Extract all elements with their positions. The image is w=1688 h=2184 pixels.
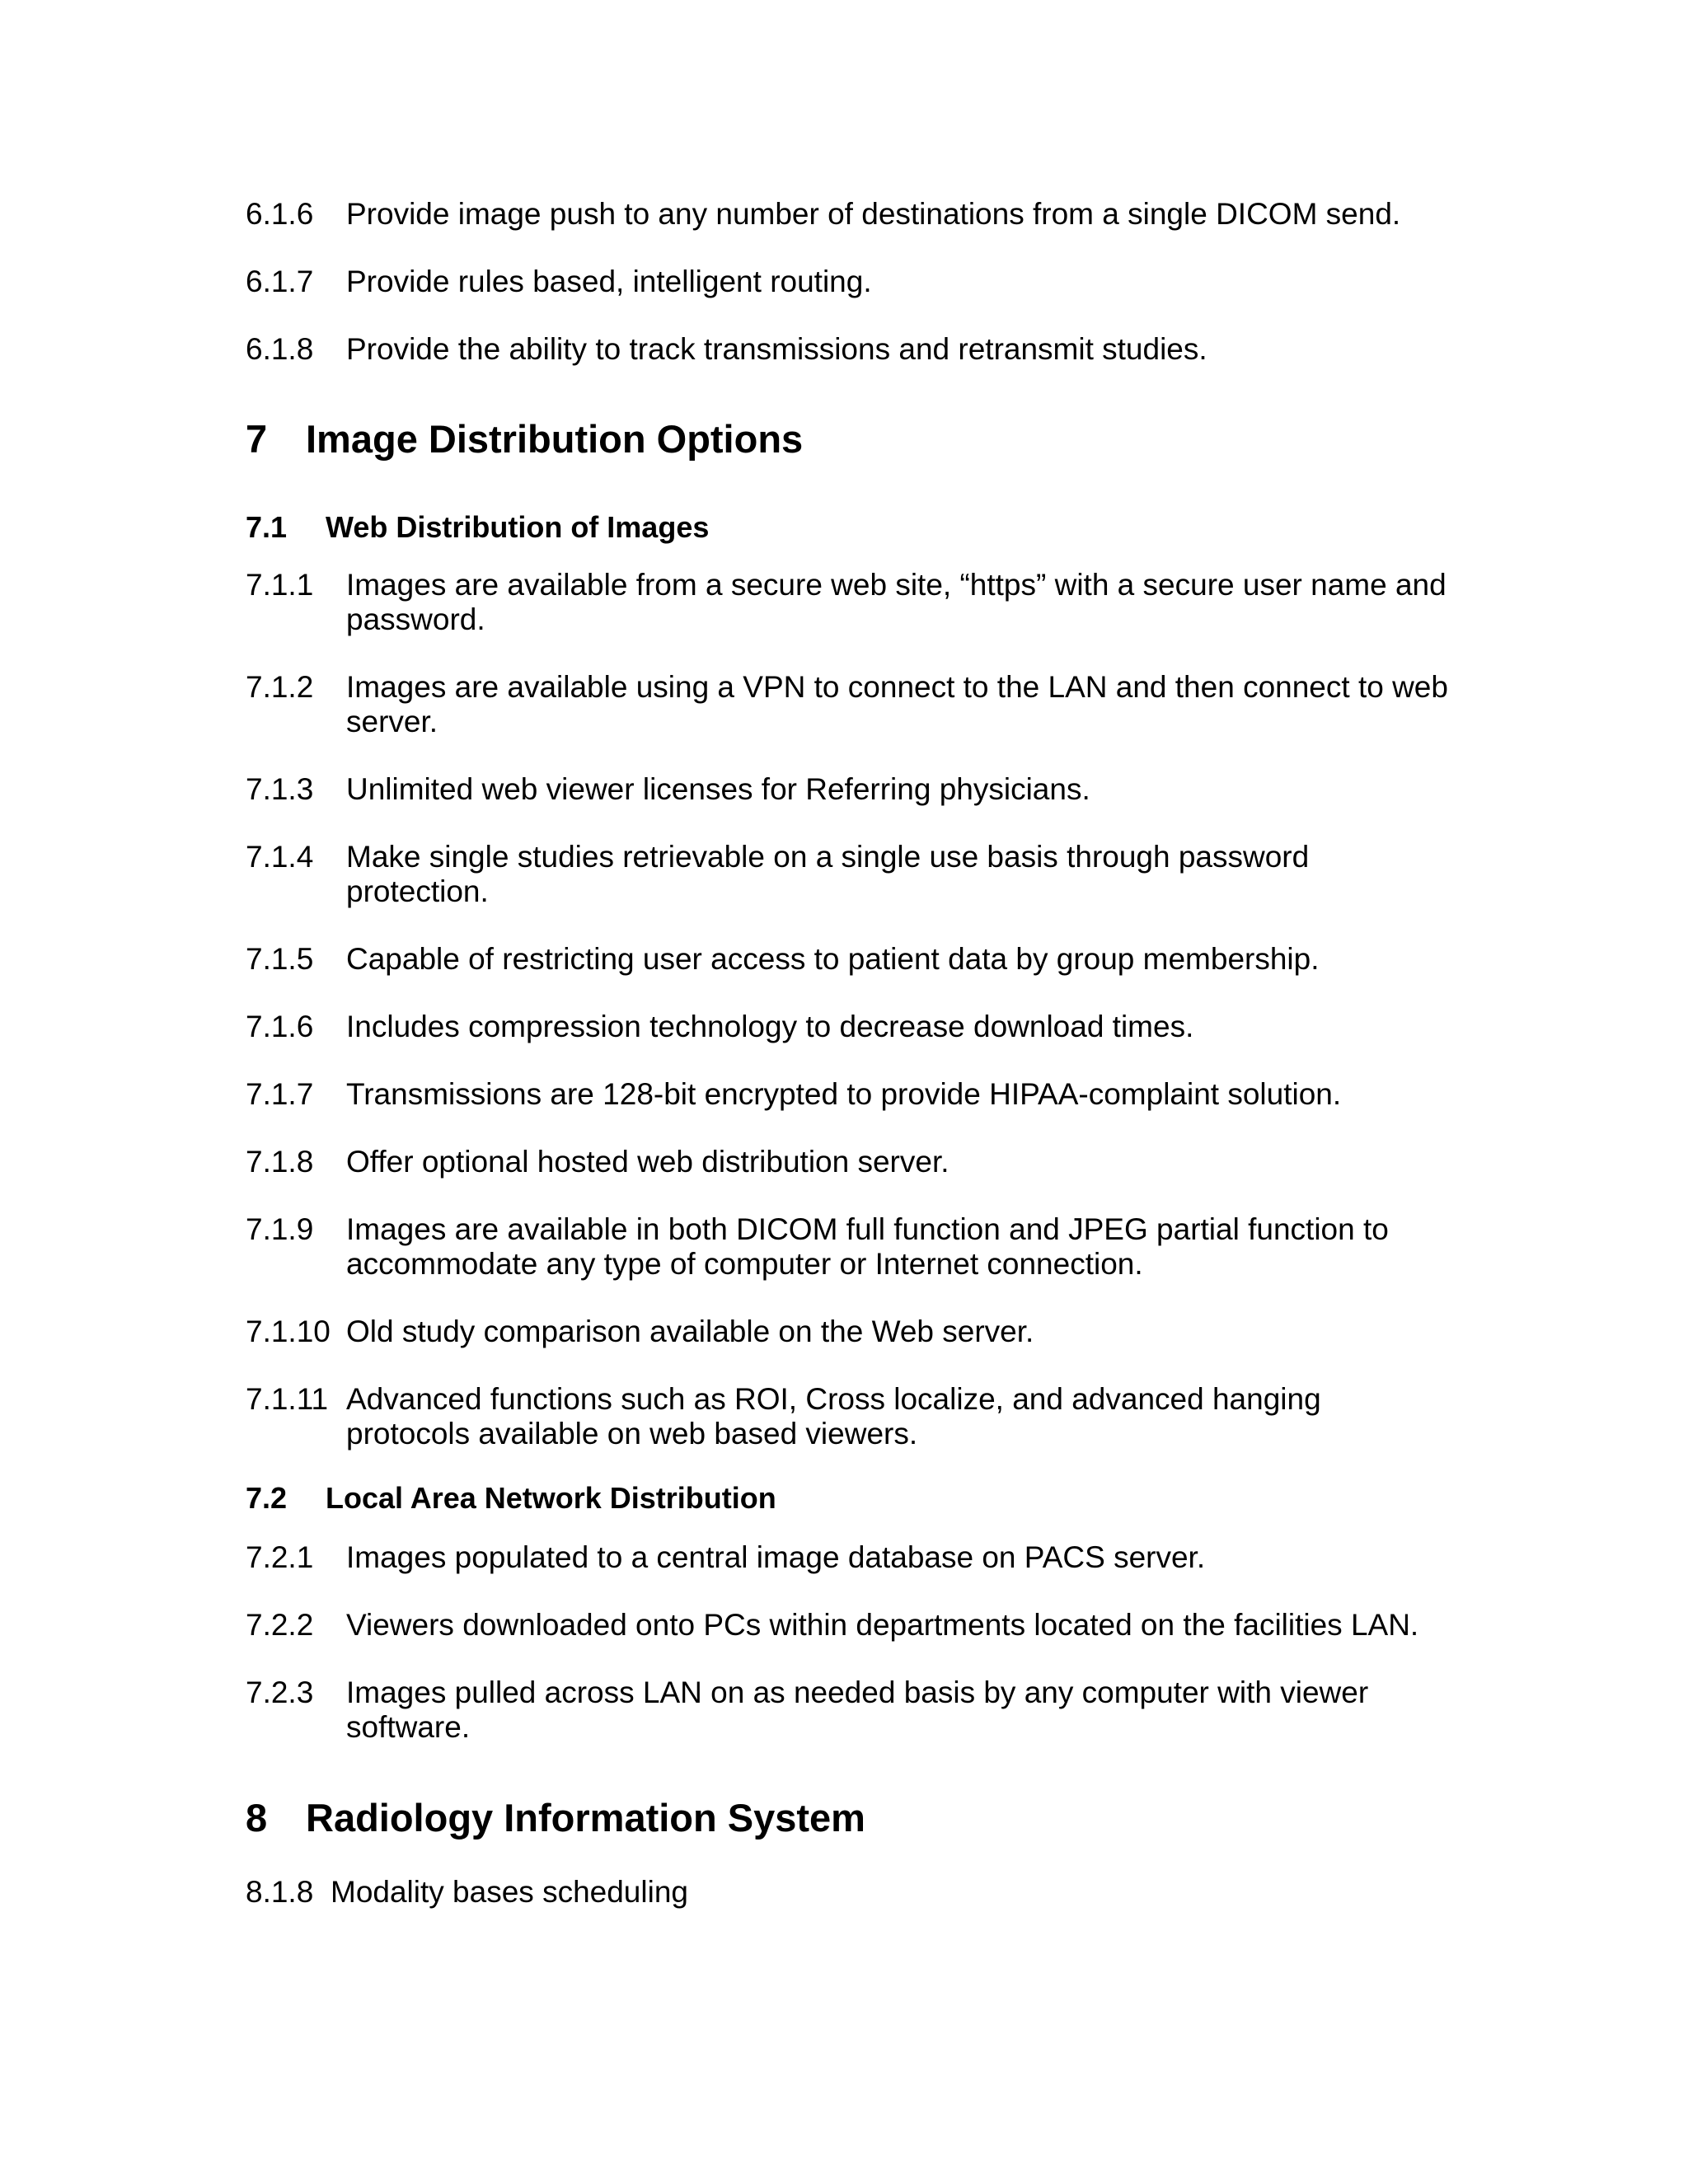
item-text: Old study comparison available on the Web server.	[346, 1315, 1034, 1348]
item-text: Make single studies retrievable on a single use basis through password protection.	[346, 840, 1310, 908]
item-number: 7.2.1	[246, 1540, 314, 1574]
item-number: 6.1.7	[246, 265, 314, 298]
list-item-7-1-6	[246, 1010, 1449, 1044]
subsection-number: 7.1	[246, 510, 288, 544]
item-number: 8.1.8	[246, 1875, 314, 1909]
item-number: 7.1.6	[246, 1010, 314, 1043]
item-number: 7.1.9	[246, 1212, 314, 1246]
list-item-7-1-4	[246, 840, 1449, 909]
item-number: 7.1.2	[246, 670, 314, 704]
list-item-7-1-9	[246, 1212, 1449, 1282]
subsection-title: Web Distribution of Images	[326, 510, 710, 544]
list-item-7-1-10	[246, 1315, 1449, 1349]
item-text: Images are available using a VPN to connect to the LAN and then connect to web server.	[346, 670, 1448, 738]
list-item-7-1-11	[246, 1382, 1449, 1451]
item-number: 7.1.1	[246, 568, 314, 602]
item-text: Images pulled across LAN on as needed basis by any computer with viewer software.	[346, 1675, 1369, 1744]
item-text: Capable of restricting user access to patient data by group membership.	[346, 942, 1320, 976]
section-heading-8	[246, 1795, 865, 1841]
item-text: Provide image push to any number of destinations from a single DICOM send.	[346, 197, 1401, 231]
item-text: Offer optional hosted web distribution server.	[346, 1145, 950, 1179]
list-item-7-2-2	[246, 1608, 1449, 1643]
item-text: Provide the ability to track transmissions and retransmit studies.	[346, 332, 1207, 366]
item-number: 7.1.5	[246, 942, 314, 976]
item-text: Images are available in both DICOM full function and JPEG partial function to accommodate any type of computer or Internet connection.	[346, 1212, 1389, 1281]
item-number: 7.2.3	[246, 1675, 314, 1709]
item-number: 7.1.11	[246, 1382, 329, 1416]
list-item-7-1-3	[246, 772, 1449, 807]
item-number: 7.2.2	[246, 1608, 314, 1642]
item-number: 6.1.8	[246, 332, 314, 366]
section-heading-7	[246, 416, 803, 462]
item-text: Advanced functions such as ROI, Cross localize, and advanced hanging protocols available on web based viewers.	[346, 1382, 1321, 1451]
list-item-7-1-8	[246, 1145, 1449, 1179]
subsection-heading-7-1	[246, 510, 709, 545]
subsection-heading-7-2	[246, 1481, 776, 1516]
item-text: Images populated to a central image database on PACS server.	[346, 1540, 1206, 1574]
section-number: 7	[246, 417, 268, 461]
section-title: Image Distribution Options	[306, 417, 804, 461]
item-text: Modality bases scheduling	[331, 1875, 688, 1909]
item-text: Images are available from a secure web site, “https” with a secure user name and password.	[346, 568, 1447, 636]
item-text: Viewers downloaded onto PCs within departments located on the facilities LAN.	[346, 1608, 1419, 1642]
item-number: 7.1.7	[246, 1077, 314, 1111]
item-text: Includes compression technology to decrease download times.	[346, 1010, 1194, 1043]
list-item-7-1-7	[246, 1077, 1449, 1112]
list-item-7-1-5	[246, 942, 1449, 977]
list-item-7-2-1	[246, 1540, 1449, 1575]
item-number: 7.1.3	[246, 772, 314, 806]
list-item-8-1-8	[246, 1875, 1449, 1910]
item-number: 6.1.6	[246, 197, 314, 231]
item-number: 7.1.8	[246, 1145, 314, 1179]
item-number: 7.1.4	[246, 840, 314, 874]
item-text: Unlimited web viewer licenses for Referring physicians.	[346, 772, 1090, 806]
item-text: Provide rules based, intelligent routing.	[346, 265, 872, 298]
list-item-6-1-8	[246, 332, 1449, 367]
section-number: 8	[246, 1796, 268, 1840]
subsection-title: Local Area Network Distribution	[326, 1481, 776, 1515]
list-item-7-1-1	[246, 568, 1449, 637]
list-item-6-1-7	[246, 265, 1449, 299]
subsection-number: 7.2	[246, 1481, 288, 1515]
list-item-7-1-2	[246, 670, 1449, 739]
list-item-6-1-6	[246, 197, 1449, 232]
section-title: Radiology Information System	[306, 1796, 865, 1840]
item-number: 7.1.10	[246, 1315, 331, 1348]
item-text: Transmissions are 128-bit encrypted to provide HIPAA-complaint solution.	[346, 1077, 1342, 1111]
list-item-7-2-3	[246, 1675, 1449, 1745]
